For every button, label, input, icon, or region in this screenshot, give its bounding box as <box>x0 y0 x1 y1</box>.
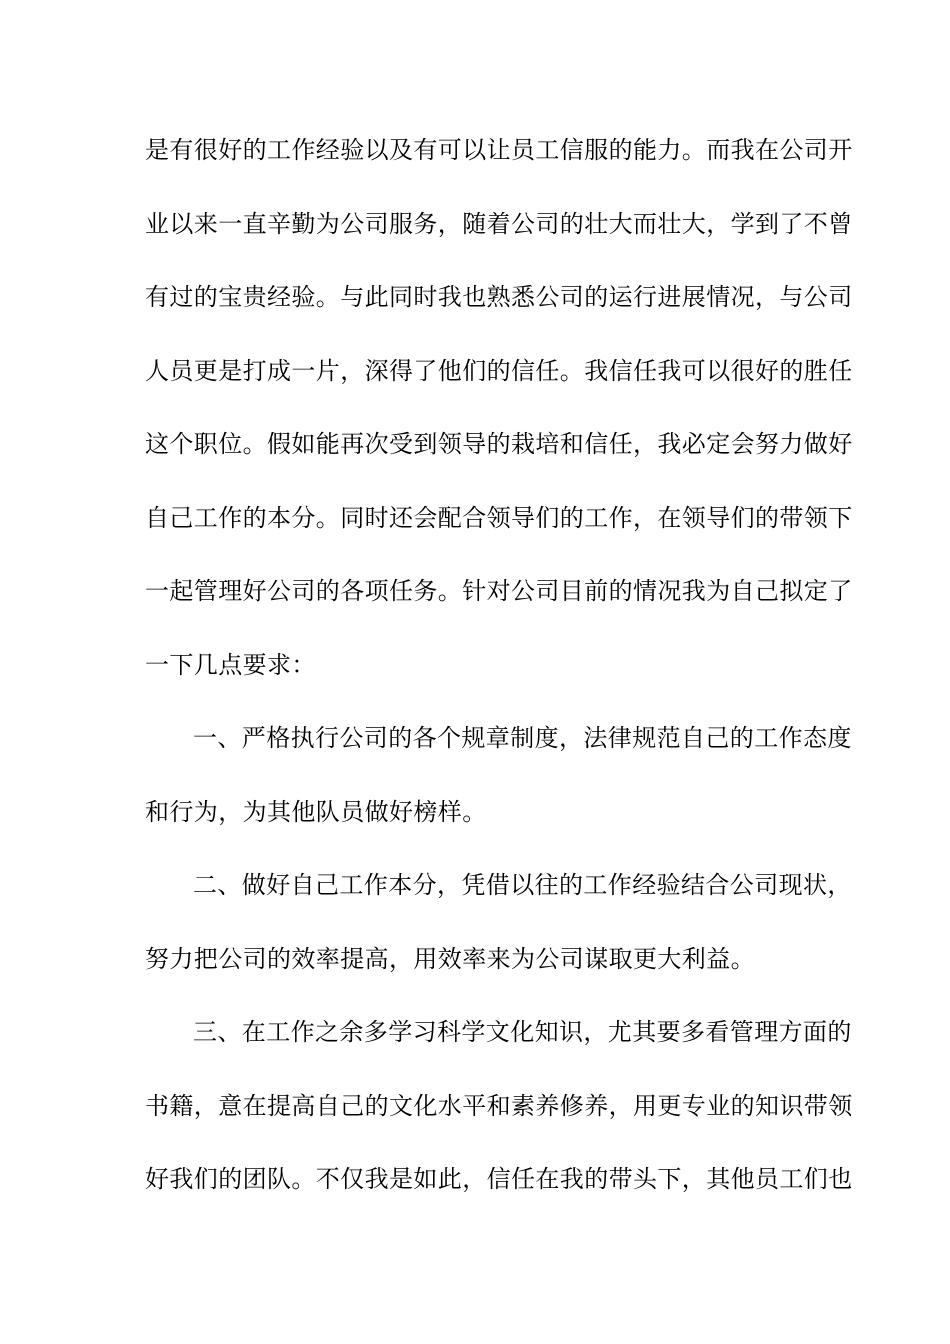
text-line: 人员更是打成一片，深得了他们的信任。我信任我可以很好的胜任 <box>145 356 853 385</box>
text-line: 有过的宝贵经验。与此同时我也熟悉公司的运行进展情况，与公司 <box>145 283 853 311</box>
text-line: 是有很好的工作经验以及有可以让员工信服的能力。而我在公司开 <box>145 136 853 164</box>
list-item-3-continuation: 书籍，意在提高自己的文化水平和素养修养，用更专业的知识带领 <box>145 1091 853 1120</box>
text-line: 业以来一直辛勤为公司服务，随着公司的壮大而壮大，学到了不曾 <box>145 209 853 238</box>
body-text <box>145 124 853 1227</box>
text-line: 这个职位。假如能再次受到领导的栽培和信任，我必定会努力做好 <box>145 430 853 458</box>
list-item-2-continuation: 努力把公司的效率提高，用效率来为公司谋取更大利益。 <box>145 944 755 973</box>
list-item-1-continuation: 和行为，为其他队员做好榜样。 <box>145 797 487 826</box>
text-line: 自己工作的本分。同时还会配合领导们的工作，在领导们的带领下 <box>145 503 853 532</box>
list-item-2-line: 二、做好自己工作本分，凭借以往的工作经验结合公司现状， <box>193 871 852 899</box>
text-line: 一下几点要求： <box>145 650 316 679</box>
list-item-3-continuation: 好我们的团队。不仅我是如此，信任在我的带头下，其他员工们也 <box>145 1165 853 1193</box>
list-item-1-line: 一、严格执行公司的各个规章制度，法律规范自己的工作态度 <box>193 724 852 752</box>
text-line: 一起管理好公司的各项任务。针对公司目前的情况我为自己拟定了 <box>145 577 853 605</box>
list-item-3-line: 三、在工作之余多学习科学文化知识，尤其要多看管理方面的 <box>193 1018 852 1046</box>
